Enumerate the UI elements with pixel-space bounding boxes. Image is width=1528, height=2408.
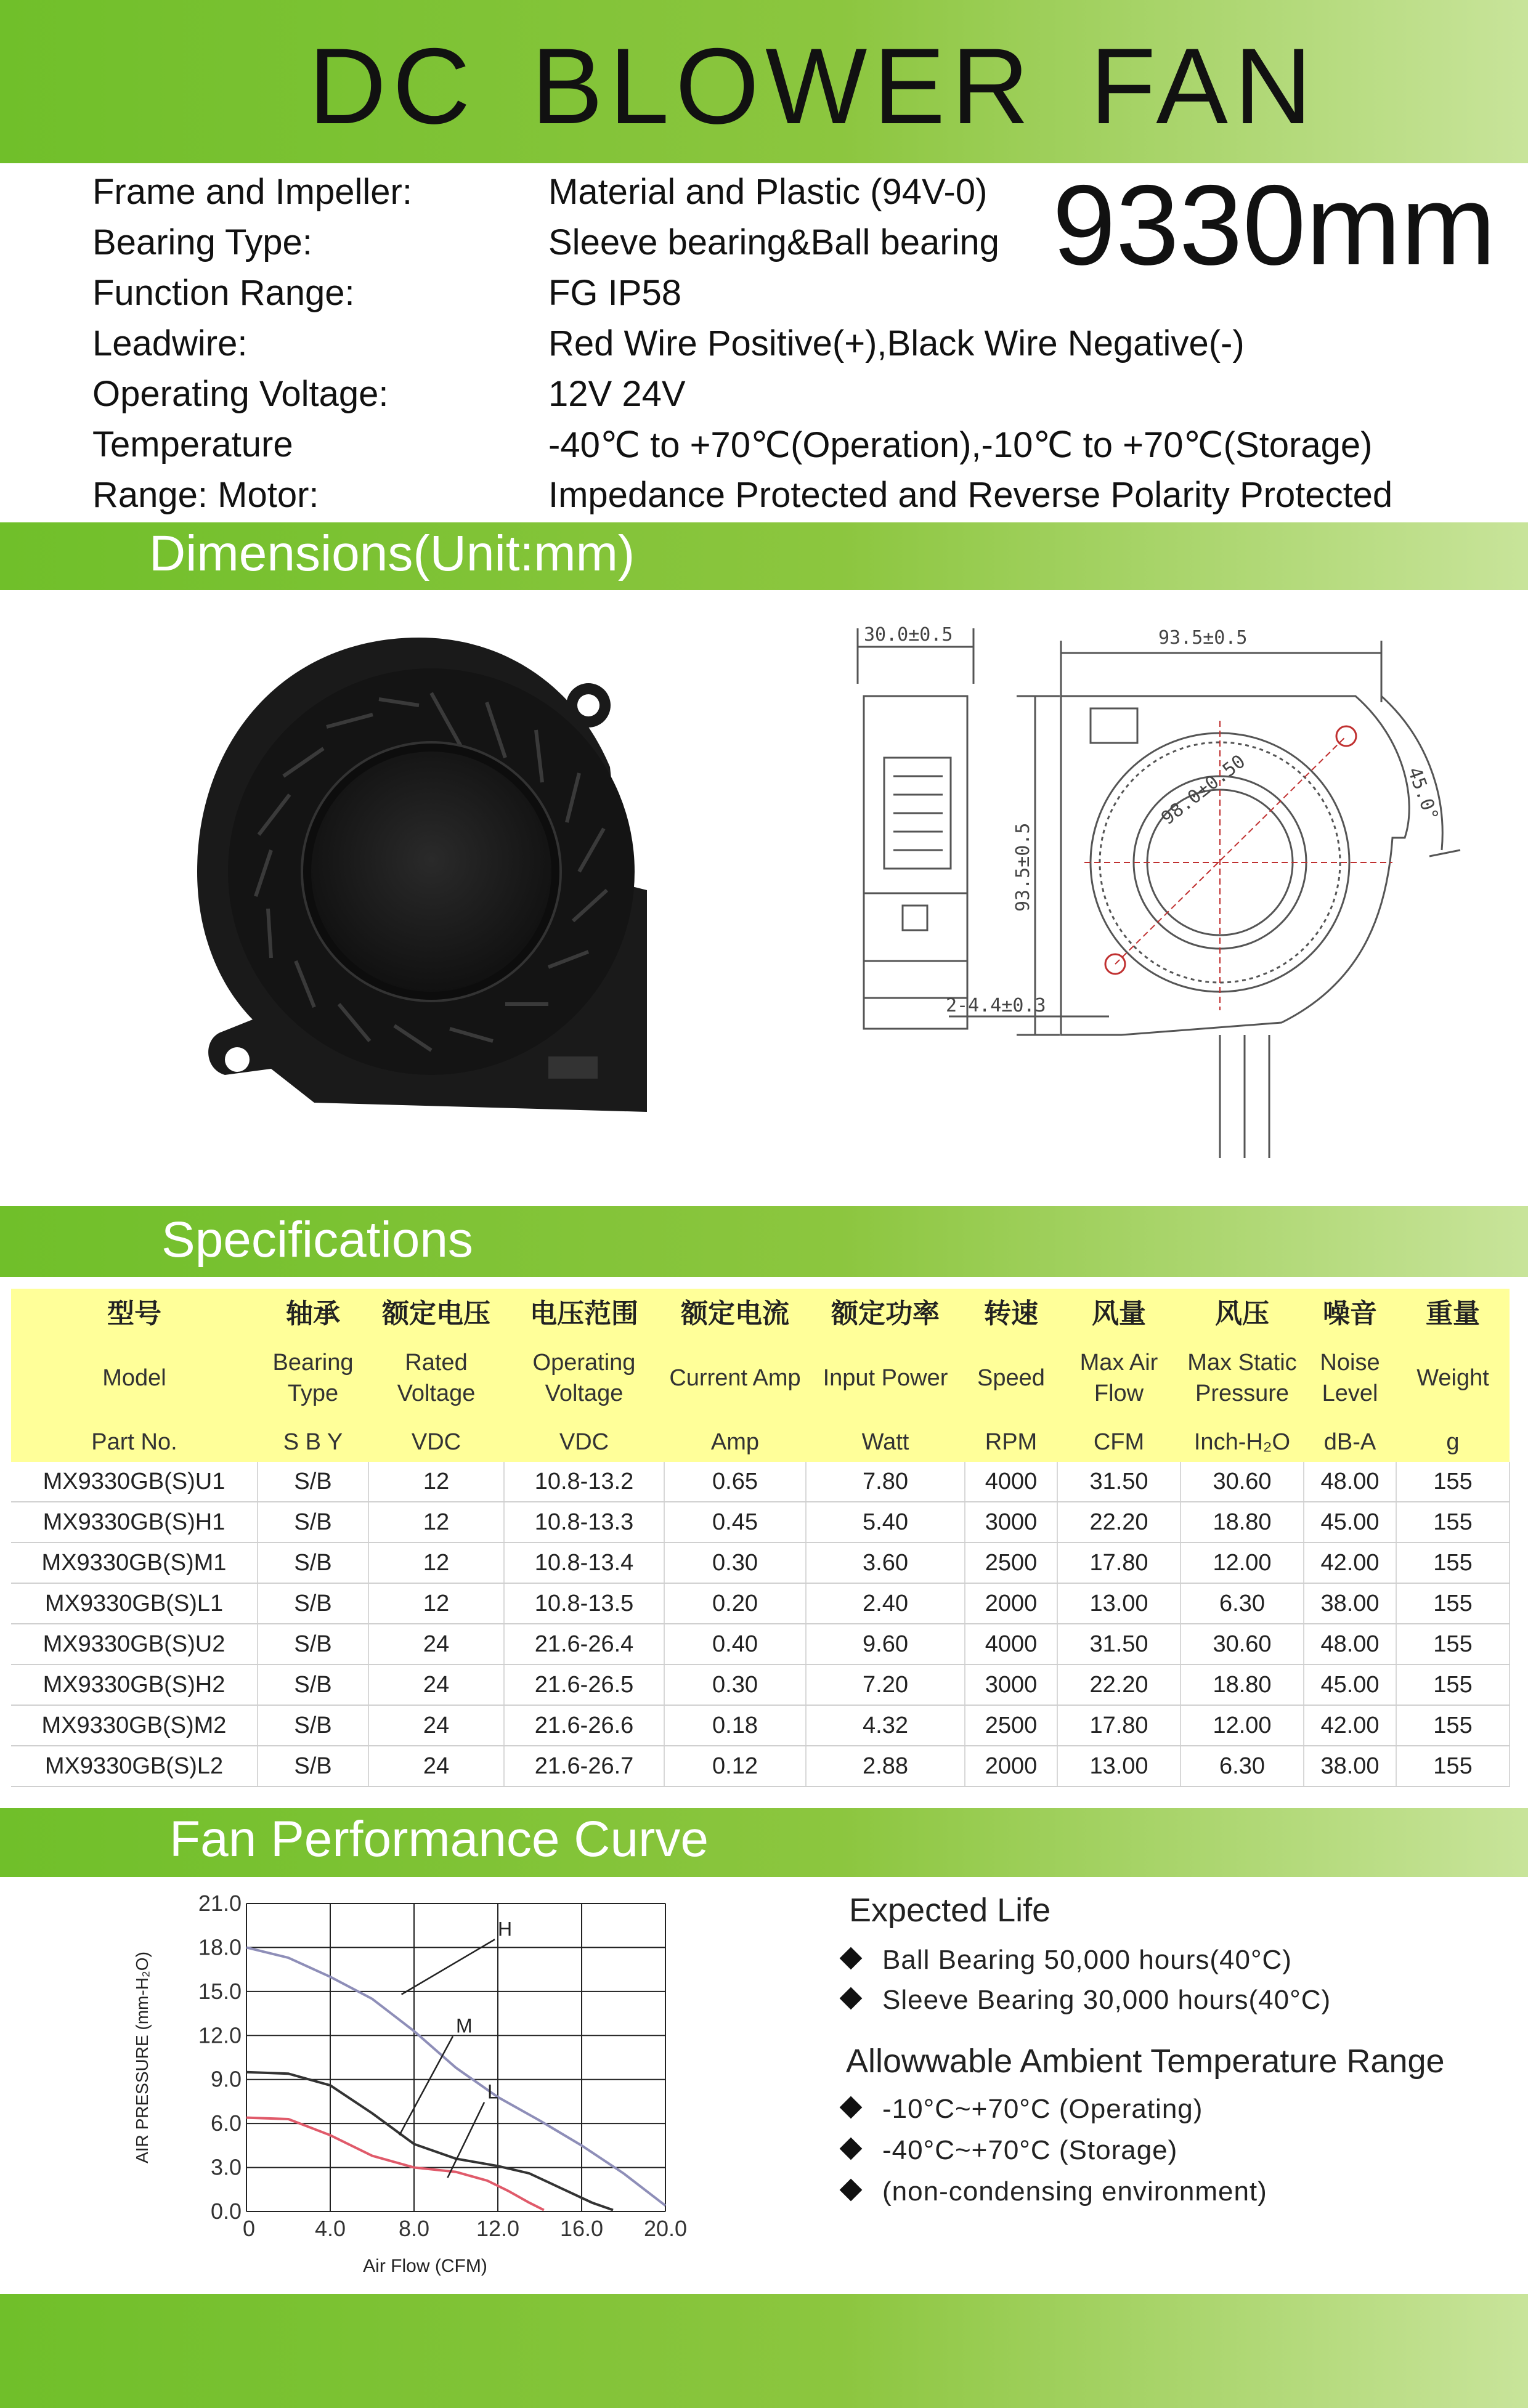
column-header: 额定功率: [806, 1289, 965, 1333]
table-cell: 2.40: [806, 1583, 965, 1624]
table-cell: MX9330GB(S)L2: [11, 1746, 258, 1786]
table-row: [11, 1705, 1510, 1746]
table-row: [11, 1624, 1510, 1664]
column-header: Max Static Pressure: [1181, 1333, 1304, 1422]
table-cell: 24: [368, 1624, 504, 1664]
table-cell: 0.40: [664, 1624, 806, 1664]
column-header: Max Air Flow: [1057, 1333, 1181, 1422]
table-cell: 38.00: [1304, 1746, 1396, 1786]
holes-label: 2-4.4±0.3: [946, 995, 1046, 1016]
table-cell: 155: [1396, 1502, 1510, 1542]
column-header: 转速: [965, 1289, 1057, 1333]
column-header: 型号: [11, 1289, 258, 1333]
header-band: [0, 0, 1528, 163]
table-cell: MX9330GB(S)U1: [11, 1462, 258, 1502]
table-cell: 17.80: [1057, 1705, 1181, 1746]
column-header: 重量: [1396, 1289, 1510, 1333]
table-cell: 0.65: [664, 1462, 806, 1502]
spec-label: Leadwire:: [92, 323, 248, 363]
series-pointer: [399, 2037, 453, 2136]
table-cell: 48.00: [1304, 1624, 1396, 1664]
column-header: Weight: [1396, 1333, 1510, 1422]
diamond-bullet-icon: [840, 1947, 863, 1970]
table-cell: MX9330GB(S)H2: [11, 1664, 258, 1705]
y-tick-label: 12.0: [198, 2022, 242, 2048]
diameter-label: 98.0±0.50: [1157, 750, 1250, 830]
unit-header: VDC: [368, 1422, 504, 1462]
table-cell: S/B: [258, 1705, 368, 1746]
series-line-M: [246, 2072, 613, 2210]
y-tick-label: 0.0: [210, 2199, 242, 2224]
table-cell: 9.60: [806, 1624, 965, 1664]
table-cell: 13.00: [1057, 1583, 1181, 1624]
column-header: Model: [11, 1333, 258, 1422]
section-title: Fan Performance Curve: [169, 1811, 709, 1867]
table-cell: 31.50: [1057, 1624, 1181, 1664]
unit-header: Part No.: [11, 1422, 258, 1462]
column-header: 电压范围: [504, 1289, 664, 1333]
table-cell: 155: [1396, 1462, 1510, 1502]
life-item: Sleeve Bearing 30,000 hours(40°C): [843, 1985, 1331, 2016]
dimensions-band: [0, 522, 1528, 590]
x-tick-label: 4.0: [314, 2216, 346, 2241]
unit-header: Watt: [806, 1422, 965, 1462]
column-header: Rated Voltage: [368, 1333, 504, 1422]
life-item: Ball Bearing 50,000 hours(40°C): [843, 1945, 1292, 1976]
spec-table-body: [11, 1462, 1510, 1786]
series-label-H: H: [498, 1918, 513, 1940]
table-cell: 12: [368, 1583, 504, 1624]
specifications-band: [0, 1206, 1528, 1277]
table-cell: 4.32: [806, 1705, 965, 1746]
table-cell: S/B: [258, 1664, 368, 1705]
table-cell: MX9330GB(S)M2: [11, 1705, 258, 1746]
table-cell: 0.18: [664, 1705, 806, 1746]
column-header: 额定电流: [664, 1289, 806, 1333]
table-cell: 10.8-13.3: [504, 1502, 664, 1542]
table-cell: 155: [1396, 1583, 1510, 1624]
table-cell: 21.6-26.5: [504, 1664, 664, 1705]
unit-header: RPM: [965, 1422, 1057, 1462]
spec-value: Material and Plastic (94V-0): [548, 172, 988, 212]
table-cell: 0.12: [664, 1746, 806, 1786]
width-label: 93.5±0.5: [1158, 627, 1248, 649]
y-tick-label: 6.0: [210, 2110, 242, 2136]
table-cell: 5.40: [806, 1502, 965, 1542]
diamond-bullet-icon: [840, 2138, 863, 2160]
table-cell: 13.00: [1057, 1746, 1181, 1786]
spec-value: Red Wire Positive(+),Black Wire Negative(-): [548, 323, 1245, 363]
column-header: Bearing Type: [258, 1333, 368, 1422]
table-cell: 2000: [965, 1746, 1057, 1786]
unit-header: g: [1396, 1422, 1510, 1462]
table-row: [11, 1462, 1510, 1502]
table-cell: 24: [368, 1664, 504, 1705]
table-cell: 45.00: [1304, 1664, 1396, 1705]
column-header: 风量: [1057, 1289, 1181, 1333]
table-cell: MX9330GB(S)L1: [11, 1583, 258, 1624]
table-cell: 21.6-26.6: [504, 1705, 664, 1746]
y-tick-label: 21.0: [198, 1891, 242, 1916]
table-cell: 12.00: [1181, 1542, 1304, 1583]
table-cell: S/B: [258, 1462, 368, 1502]
section-title: Dimensions(Unit:mm): [149, 525, 635, 582]
column-header: Current Amp: [664, 1333, 806, 1422]
spec-label: Frame and Impeller:: [92, 172, 412, 212]
table-cell: 2.88: [806, 1746, 965, 1786]
temp-item: -10°C~+70°C (Operating): [843, 2094, 1203, 2125]
header-row-chinese: [11, 1289, 1510, 1333]
table-row: [11, 1664, 1510, 1705]
unit-header: Inch-H₂O: [1181, 1422, 1304, 1462]
table-cell: S/B: [258, 1624, 368, 1664]
table-cell: 155: [1396, 1542, 1510, 1583]
table-cell: 0.45: [664, 1502, 806, 1542]
table-cell: 22.20: [1057, 1502, 1181, 1542]
table-cell: 0.30: [664, 1664, 806, 1705]
table-cell: 10.8-13.4: [504, 1542, 664, 1583]
column-header: 轴承: [258, 1289, 368, 1333]
diamond-bullet-icon: [840, 2179, 863, 2202]
table-cell: S/B: [258, 1502, 368, 1542]
x-tick-label: 8.0: [398, 2216, 430, 2241]
table-cell: 22.20: [1057, 1664, 1181, 1705]
column-header: Noise Level: [1304, 1333, 1396, 1422]
table-cell: 21.6-26.7: [504, 1746, 664, 1786]
spec-label: Temperature: [92, 424, 293, 464]
table-row: [11, 1746, 1510, 1786]
spec-label: Bearing Type:: [92, 222, 312, 262]
table-cell: MX9330GB(S)H1: [11, 1502, 258, 1542]
table-cell: 7.20: [806, 1664, 965, 1705]
table-cell: 12: [368, 1542, 504, 1583]
table-cell: 48.00: [1304, 1462, 1396, 1502]
table-cell: 4000: [965, 1462, 1057, 1502]
page-title: DC BLOWER FAN: [308, 26, 1319, 147]
series-label-M: M: [456, 2014, 473, 2037]
fan-photo: [154, 625, 684, 1118]
table-cell: 3.60: [806, 1542, 965, 1583]
series-pointer: [447, 2102, 484, 2178]
spec-table: [11, 1289, 1510, 1787]
spec-label: Range: Motor:: [92, 475, 319, 515]
footer-band: [0, 2294, 1528, 2408]
y-tick-label: 18.0: [198, 1934, 242, 1960]
diamond-bullet-icon: [840, 2096, 863, 2119]
dimension-drawing: [850, 616, 1503, 1170]
diamond-bullet-icon: [840, 1987, 863, 2010]
temperature-range-title: Allowwable Ambient Temperature Range: [846, 2043, 1445, 2080]
table-cell: 0.20: [664, 1583, 806, 1624]
table-cell: 42.00: [1304, 1542, 1396, 1583]
header-row-english: [11, 1333, 1510, 1422]
table-cell: 2500: [965, 1542, 1057, 1583]
front-view: [1017, 641, 1460, 1158]
table-cell: 155: [1396, 1705, 1510, 1746]
unit-header: dB-A: [1304, 1422, 1396, 1462]
column-header: Speed: [965, 1333, 1057, 1422]
x-tick-label: 20.0: [643, 2216, 688, 2241]
table-cell: 31.50: [1057, 1462, 1181, 1502]
table-cell: 6.30: [1181, 1583, 1304, 1624]
table-cell: MX9330GB(S)M1: [11, 1542, 258, 1583]
table-cell: 10.8-13.5: [504, 1583, 664, 1624]
spec-label: Function Range:: [92, 273, 355, 313]
column-header: 额定电压: [368, 1289, 504, 1333]
table-cell: 38.00: [1304, 1583, 1396, 1624]
section-title: Specifications: [161, 1212, 473, 1268]
series-label-L: L: [487, 2080, 498, 2103]
x-axis-label: Air Flow (CFM): [363, 2256, 487, 2276]
table-cell: S/B: [258, 1583, 368, 1624]
column-header: Operating Voltage: [504, 1333, 664, 1422]
spec-value: Impedance Protected and Reverse Polarity Protected: [548, 475, 1393, 515]
table-cell: 18.80: [1181, 1664, 1304, 1705]
table-cell: 17.80: [1057, 1542, 1181, 1583]
table-cell: 2500: [965, 1705, 1057, 1746]
table-cell: 45.00: [1304, 1502, 1396, 1542]
unit-header: VDC: [504, 1422, 664, 1462]
table-cell: 18.80: [1181, 1502, 1304, 1542]
x-tick-label: 12.0: [476, 2216, 520, 2241]
expected-life-title: Expected Life: [849, 1892, 1051, 1929]
unit-header: S B Y: [258, 1422, 368, 1462]
curve-band: [0, 1808, 1528, 1877]
spec-value: -40℃ to +70℃(Operation),-10℃ to +70℃(Storage): [548, 425, 1373, 465]
y-tick-label: 15.0: [198, 1978, 242, 2004]
side-view: [858, 628, 973, 1029]
thickness-label: 30.0±0.5: [864, 624, 953, 646]
origin-label: 0: [242, 2216, 256, 2241]
table-cell: 7.80: [806, 1462, 965, 1502]
table-row: [11, 1502, 1510, 1542]
y-axis-label: AIR PRESSURE (mm-H₂O): [132, 1952, 152, 2163]
table-cell: 155: [1396, 1624, 1510, 1664]
table-cell: S/B: [258, 1542, 368, 1583]
table-cell: 2000: [965, 1583, 1057, 1624]
y-tick-label: 3.0: [210, 2154, 242, 2180]
table-cell: 0.30: [664, 1542, 806, 1583]
height-label: 93.5±0.5: [1012, 822, 1034, 912]
table-cell: 30.60: [1181, 1624, 1304, 1664]
column-header: Input Power: [806, 1333, 965, 1422]
table-cell: 12.00: [1181, 1705, 1304, 1746]
model-size: 9330mm: [1052, 162, 1496, 289]
angle-label: 45.0°: [1403, 764, 1443, 824]
table-cell: 21.6-26.4: [504, 1624, 664, 1664]
table-cell: 24: [368, 1705, 504, 1746]
spec-value: Sleeve bearing&Ball bearing: [548, 222, 999, 262]
table-cell: 42.00: [1304, 1705, 1396, 1746]
temp-item: (non-condensing environment): [843, 2176, 1267, 2207]
table-cell: 6.30: [1181, 1746, 1304, 1786]
table-cell: 155: [1396, 1664, 1510, 1705]
column-header: 风压: [1181, 1289, 1304, 1333]
unit-header: CFM: [1057, 1422, 1181, 1462]
unit-header: Amp: [664, 1422, 806, 1462]
table-cell: 30.60: [1181, 1462, 1304, 1502]
table-cell: 4000: [965, 1624, 1057, 1664]
table-cell: 24: [368, 1746, 504, 1786]
table-cell: 3000: [965, 1664, 1057, 1705]
spec-value: 12V 24V: [548, 374, 686, 414]
table-cell: S/B: [258, 1746, 368, 1786]
spec-value: FG IP58: [548, 273, 681, 313]
table-cell: 3000: [965, 1502, 1057, 1542]
x-tick-label: 16.0: [559, 2216, 604, 2241]
table-cell: MX9330GB(S)U2: [11, 1624, 258, 1664]
performance-chart: [123, 1885, 696, 2279]
header-row-units: [11, 1422, 1510, 1462]
table-row: [11, 1542, 1510, 1583]
table-cell: 10.8-13.2: [504, 1462, 664, 1502]
table-cell: 155: [1396, 1746, 1510, 1786]
spec-label: Operating Voltage:: [92, 374, 389, 414]
temp-item: -40°C~+70°C (Storage): [843, 2135, 1177, 2166]
y-tick-label: 9.0: [210, 2066, 242, 2092]
column-header: 噪音: [1304, 1289, 1396, 1333]
table-cell: 12: [368, 1462, 504, 1502]
table-row: [11, 1583, 1510, 1624]
table-cell: 12: [368, 1502, 504, 1542]
